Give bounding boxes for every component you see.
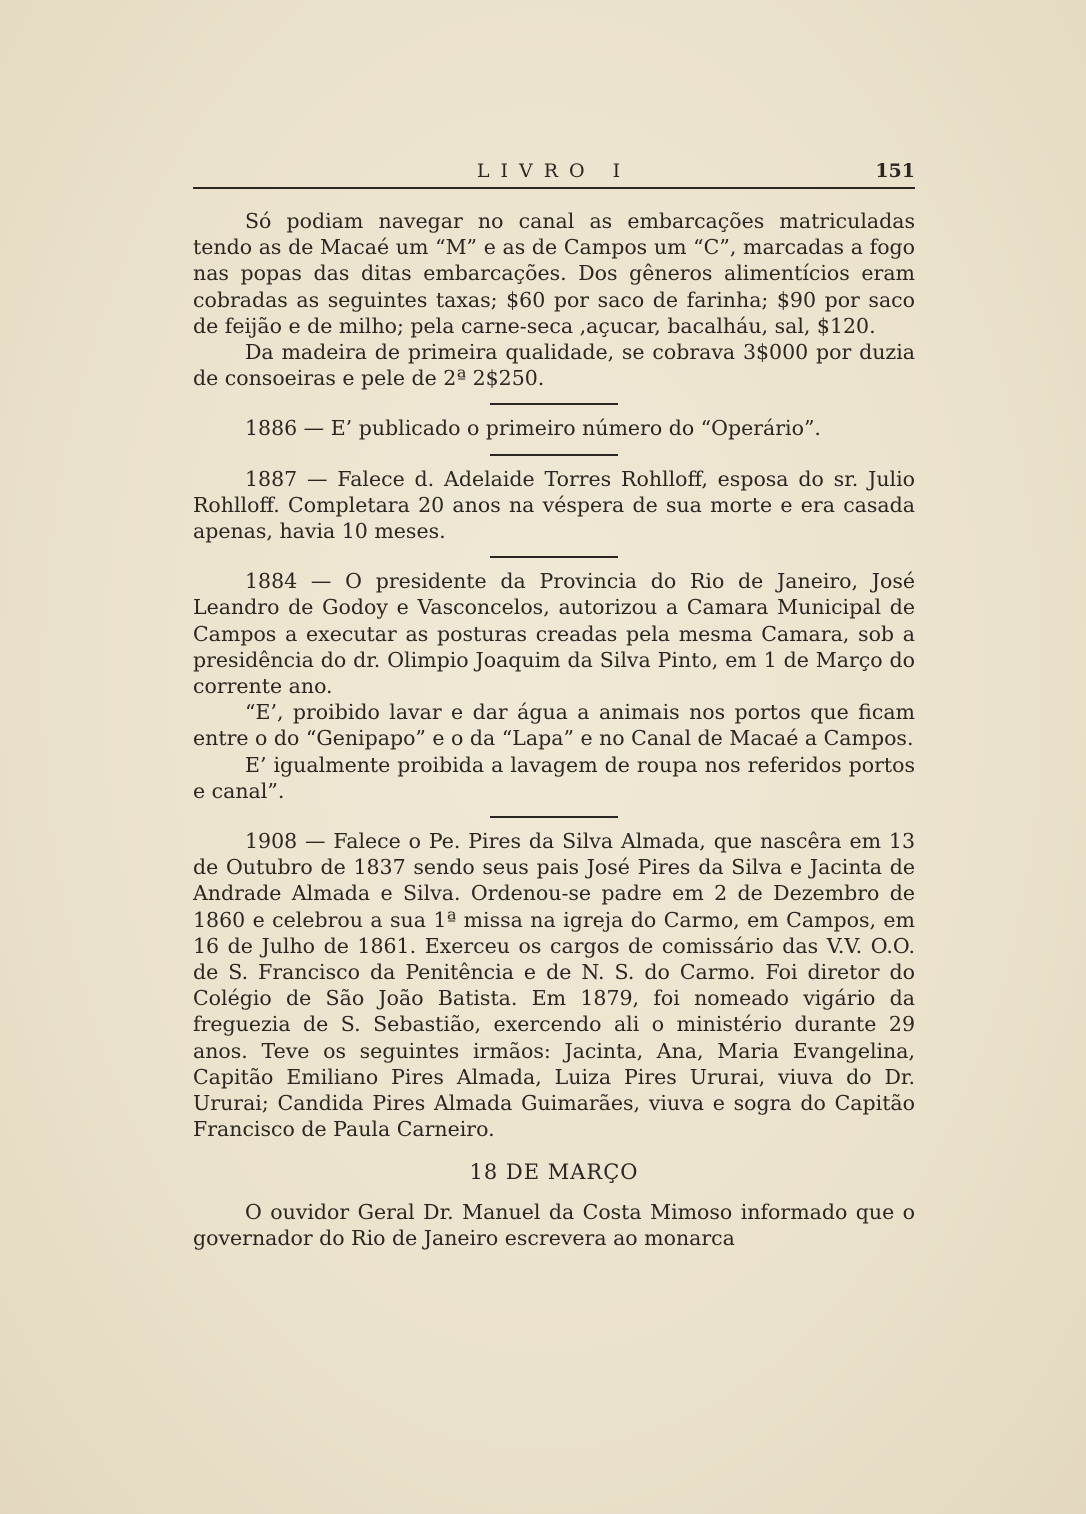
paragraph-madeira-tax: Da madeira de primeira qualidade, se cobrava 3$000 por duzia de consoeiras e pele de 2ª 2$250. bbox=[193, 340, 915, 391]
separator-rule bbox=[490, 556, 618, 558]
running-header bbox=[193, 160, 915, 186]
page-number: 151 bbox=[875, 160, 915, 182]
paragraph-ouvidor: O ouvidor Geral Dr. Manuel da Costa Mimoso informado que o governador do Rio de Janeiro escrevera ao monarca bbox=[193, 1199, 915, 1250]
paragraph-1884-quote: “E’, proibido lavar e dar água a animais nos portos que ficam entre o do “Genipapo” e o da “Lapa” e no Canal de Macaé a Campos. bbox=[193, 700, 915, 751]
header-rule bbox=[193, 187, 915, 189]
paragraph-1886: 1886 — E’ publicado o primeiro número do “Operário”. bbox=[245, 416, 821, 441]
paragraph-1908: 1908 — Falece o Pe. Pires da Silva Almada, que nascêra em 13 de Outubro de 1837 sendo seus pais José Pires da Silva e Jacinta de Andrade Almada e Silva. Ordenou-se padre em 2 de Dezembro de 1860 e celebrou a sua 1ª missa na igreja do Carmo, em Campos, em 16 de Julho de 1861. Exerceu os cargos de comissário das V.V. O.O. de S. Francisco da Penitência e de N. S. do Carmo. Foi diretor do Colégio de São João Batista. Em 1879, foi nomeado vigário da freguezia de S. Sebastião, exercendo ali o ministério durante 29 anos. Teve os seguintes irmãos: Jacinta, Ana, Maria Evangelina, Capitão Emiliano Pires Almada, Luiza Pires Ururai, viuva do Dr. Ururai; Candida Pires Almada Guimarães, viuva e sogra do Capitão Francisco de Paula Carneiro. bbox=[193, 829, 915, 1142]
separator-rule bbox=[490, 454, 618, 456]
paragraph-canal-rules: Só podiam navegar no canal as embarcações matriculadas tendo as de Macaé um “M” e as de Campos um “C”, marcadas a fogo nas popas das ditas embarcações. Dos gêneros alimentícios eram cobradas as seguintes taxas; $60 por saco de farinha; $90 por saco de feijão e de milho; pela carne-seca ,açucar, bacalháu, sal, $120. bbox=[193, 209, 915, 338]
separator-rule bbox=[490, 403, 618, 405]
section-heading: 18 DE MARÇO bbox=[469, 1159, 639, 1184]
paragraph-1887: 1887 — Falece d. Adelaide Torres Rohlloff, esposa do sr. Julio Rohlloff. Completara 20 anos na véspera de sua morte e era casada apenas, havia 10 meses. bbox=[193, 466, 915, 544]
paragraph-1884: 1884 — O presidente da Provincia do Rio de Janeiro, José Leandro de Godoy e Vasconcelos, autorizou a Camara Municipal de Campos a executar as posturas creadas pela mesma Camara, sob a presidência do dr. Olimpio Joaquim da Silva Pinto, em 1 de Março do corrente ano. bbox=[193, 569, 915, 699]
running-title: LIVRO I bbox=[476, 160, 632, 182]
separator-rule bbox=[490, 816, 618, 818]
page-body bbox=[193, 208, 915, 1251]
paragraph-1884-quote-end: E’ igualmente proibida a lavagem de roupa nos referidos portos e canal”. bbox=[193, 752, 915, 803]
